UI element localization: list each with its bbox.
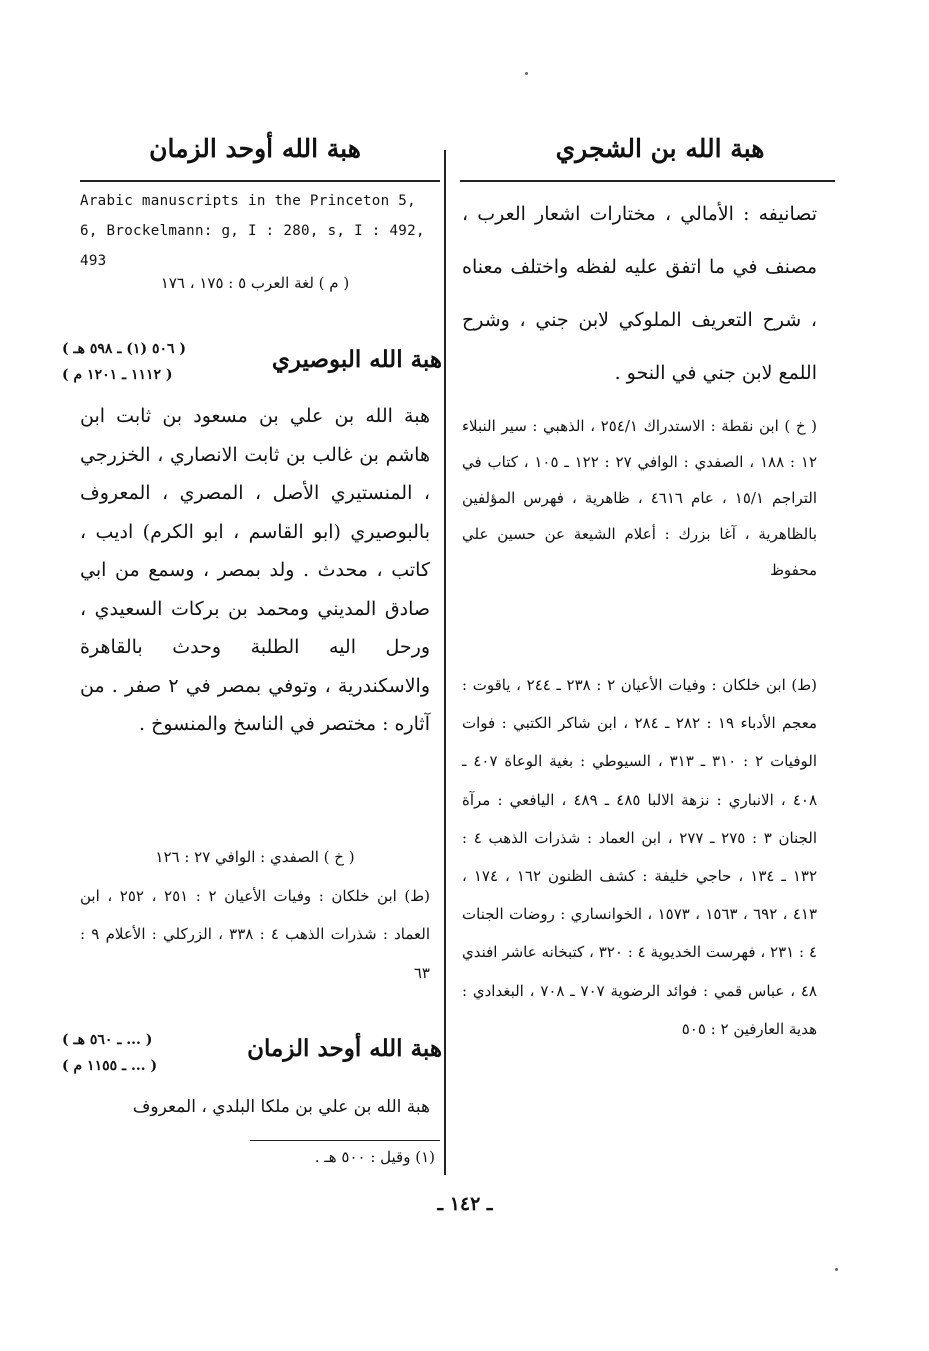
right-entry-text: تصانيفه : الأمالي ، مختارات اشعار العرب ، مصنف في ما اتفق عليه لفظه واختلف معناه ، شرح التعريف الملوكي لابن جني ، وشرح اللمع لابن جني في النحو . [462, 203, 817, 384]
entry-awhad-dates-hijri: ( ... ـ ٥٦٠ هـ ) [62, 1032, 153, 1048]
entry-busiri-sources [80, 838, 430, 992]
right-sources-kh [462, 408, 817, 588]
scan-speck [835, 1268, 838, 1271]
right-entry-body [462, 188, 817, 400]
right-sources-t-text: (ط) ابن خلكان : وفيات الأعيان ٢ : ٢٣٨ ـ ٢٤٤ ، ياقوت : معجم الأدباء ١٩ : ٢٨٢ ـ ٢٨٤ ، ابن شاكر الكتبي : فوات الوفيات ٢ : ٣١٠ ـ ٣١٣ ، السيوطي : بغية الوعاة ٤٠٧ ـ ٤٠٨ ، الانباري : نزهة الالبا ٤٨٥ ـ ٤٨٩ ، اليافعي : مرآة الجنان ٣ : ٢٧٥ ـ ٢٧٧ ، ابن العماد : شذرات الذهب ٤ : ١٣٢ ـ ١٣٤ ، حاجي خليفة : كشف الظنون ١٦٢ ، ١٧٤ ، ٤١٣ ، ٦٩٢ ، ١٥٦٣ ، ١٥٧٣ ، الخوانساري : روضات الجنات ٤ : ٢٣١ ، فهرست الخديوية ٤ : ٣٢٠ ، كتبخانه عاشر افندي ٤٨ ، عباس قمي : فوائد الرضوية ٧٠٧ ـ ٧٠٨ ، البغدادي : هدية العارفين ٢ : ٥٠٥ [462, 676, 818, 1038]
entry-busiri-name: هبة الله البوصيري [271, 346, 442, 373]
scan-speck [525, 72, 528, 75]
entry-awhad-dates-gregorian: ( ... ـ ١١٥٥ م ) [62, 1058, 158, 1074]
entry-busiri-heading [62, 336, 442, 396]
right-heading-rule [460, 180, 835, 182]
right-sources-kh-text: ( خ ) ابن نقطة : الاستدراك ٢٥٤/١ ، الذهبي : سير النبلاء ١٢ : ١٨٨ ، الصفدي : الوافي ٢٧ : ١٢٢ ـ ١٠٥ ، كتاب في التراجم ١٥/١ ، عام ٤٦١٦ ، ظاهرية ، فهرس المؤلفين بالظاهرية ، آغا بزرك : أعلام الشيعة عن حسين علي محفوظ [462, 417, 818, 579]
footnote: (١) وقيل : ٥٠٠ هـ . [314, 1148, 435, 1166]
entry-busiri-kh: ( خ ) الصفدي : الوافي ٢٧ : ١٢٦ [155, 848, 355, 866]
footnote-rule [250, 1140, 440, 1141]
reference-m: ( م ) لغة العرب ٥ : ١٧٥ ، ١٧٦ [160, 274, 350, 292]
entry-busiri-dates-hijri: ( ٥٠٦ (١) ـ ٥٩٨ هـ ) [62, 341, 186, 357]
entry-busiri-t: (ط) ابن خلكان : وفيات الأعيان ٢ : ٢٥١ ، ٢٥٢ ، ابن العماد : شذرات الذهب ٤ : ٣٣٨ ، الزركلي : الأعلام ٩ : ٦٣ [80, 886, 431, 982]
page-number: ـ ١٤٢ ـ [437, 1193, 493, 1215]
left-column-heading: هبة الله أوحد الزمان [149, 134, 361, 163]
entry-awhad-body: هبة الله بن علي بن ملكا البلدي ، المعروف [132, 1097, 430, 1117]
left-heading-rule [80, 180, 440, 182]
right-column-heading: هبة الله بن الشجري [555, 134, 765, 163]
entry-awhad-name: هبة الله أوحد الزمان [247, 1035, 442, 1062]
entry-busiri-body: هبة الله بن علي بن مسعود بن ثابت ابن هاشم بن غالب بن ثابت الانصاري ، الخزرجي ، المنستيري الأصل ، المصري ، المعروف بالبوصيري (ابو القاسم ، ابو الكرم) اديب ، كاتب ، محدث . ولد بمصر ، وسمع من ابي صادق المديني ومحمد بن بركات السعيدي ، ورحل اليه الطلبة وحدث بالقاهرة والاسكندرية ، وتوفي بمصر في ٢ صفر . من آثاره : مختصر في الناسخ والمنسوخ . [80, 405, 430, 735]
column-divider [444, 150, 446, 1175]
entry-busiri-dates-gregorian: ( ١١١٢ ـ ١٢٠١ م ) [62, 367, 173, 383]
latin-reference: Arabic manuscripts in the Princeton 5, 6, Brockelmann: g, I : 280, s, I : 492, 493 [80, 193, 425, 269]
right-sources-t [462, 666, 817, 1048]
entry-awhad-heading [62, 1023, 442, 1083]
